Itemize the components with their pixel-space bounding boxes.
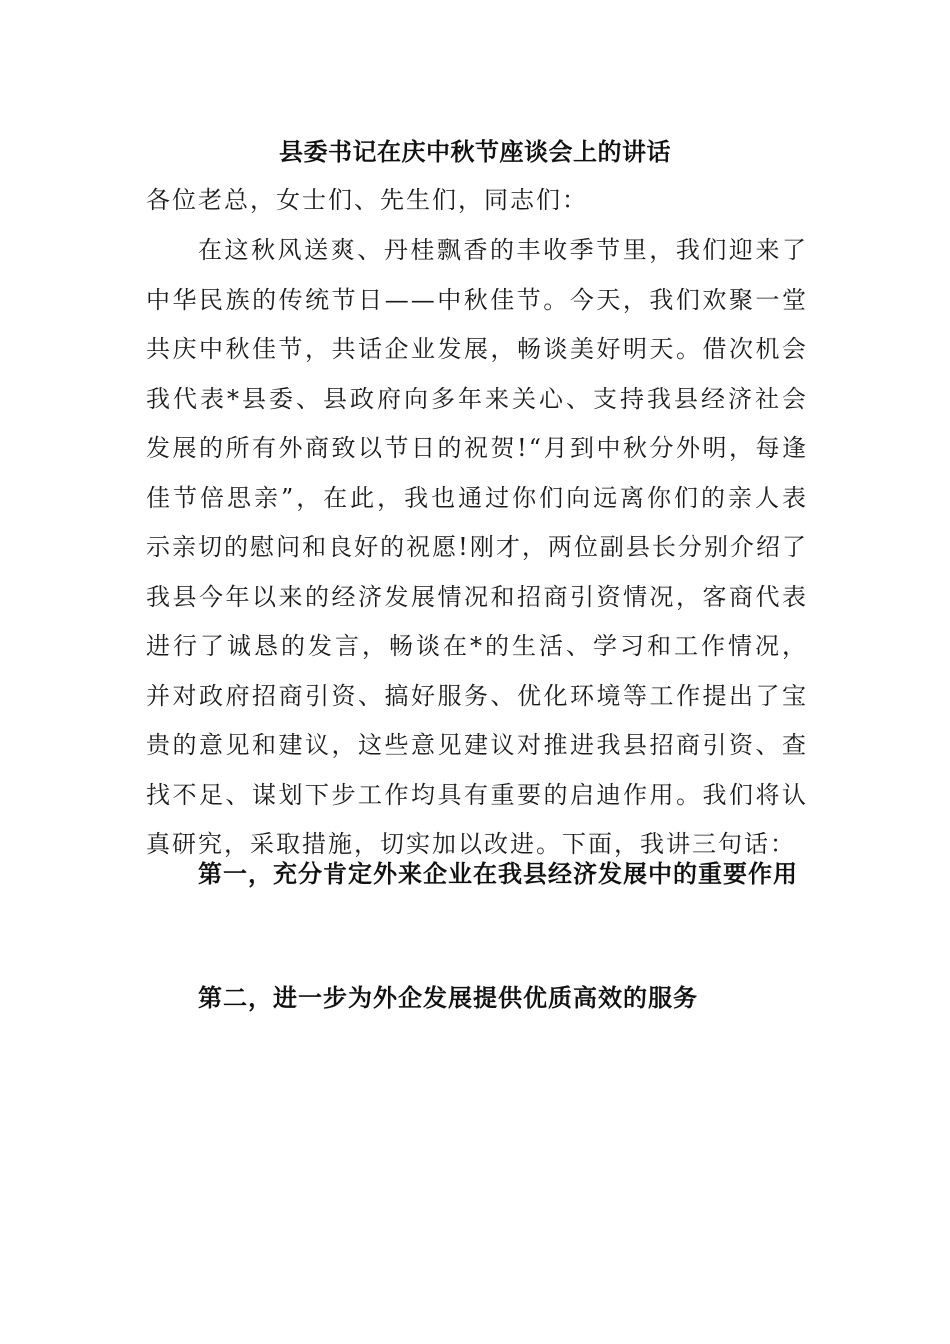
section-heading-1: 第一，充分肯定外来企业在我县经济发展中的重要作用	[198, 860, 798, 888]
section-heading-2: 第二，进一步为外企发展提供优质高效的服务	[198, 984, 698, 1012]
body-paragraph: 在这秋风送爽、丹桂飘香的丰收季节里，我们迎来了中华民族的传统节日——中秋佳节。今天，我们欢聚一堂共庆中秋佳节，共话企业发展，畅谈美好明天。借次机会我代表*县委、县政府向多年来关心、支持我县经济社会发展的所有外商致以节日的祝贺!“月到中秋分外明，每逢佳节倍思亲”，在此，我也通过你们向远离你们的亲人表示亲切的慰问和良好的祝愿!刚才，两位副县长分别介绍了我县今年以来的经济发展情况和招商引资情况，客商代表进行了诚恳的发言，畅谈在*的生活、学习和工作情况，并对政府招商引资、搞好服务、优化环境等工作提出了宝贵的意见和建议，这些意见建议对推进我县招商引资、查找不足、谋划下步工作均具有重要的启迪作用。我们将认真研究，采取措施，切实加以改进。下面，我讲三句话：	[146, 236, 808, 858]
document-title: 县委书记在庆中秋节座谈会上的讲话	[279, 138, 671, 166]
salutation: 各位老总，女士们、先生们，同志们：	[146, 186, 588, 214]
